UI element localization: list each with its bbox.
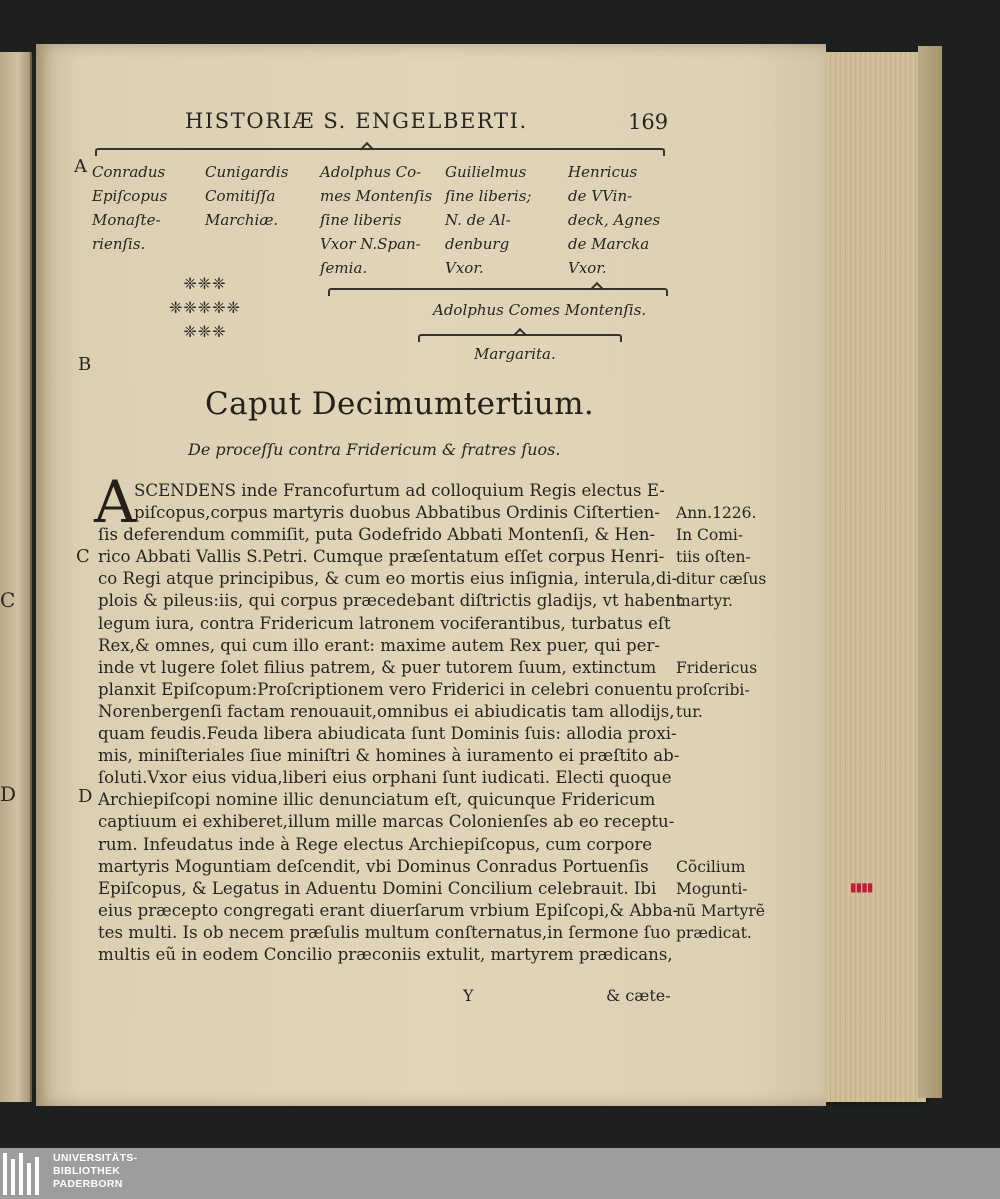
genealogy-brace-middle bbox=[328, 288, 668, 296]
genealogy-cunigardis: Cunigardis Comitiſſa Marchiæ. bbox=[205, 163, 289, 229]
chapter-subtitle: De proceſſu contra Fridericum & fratres ſuos. bbox=[188, 440, 561, 459]
left-page-letter-d: D bbox=[0, 782, 17, 806]
signature-mark: Y bbox=[463, 986, 474, 1005]
body-line: ſoluti.Vxor eius vidua,liberi eius orphani ſunt iudicati. Electi quoque bbox=[98, 768, 672, 788]
library-logo-line-2: BIBLIOTHEK bbox=[53, 1165, 121, 1177]
body-line: inde vt lugere ſolet filius patrem, & puer tutorem ſuum, extinctum bbox=[98, 657, 657, 677]
genealogy-adolphus: Adolphus Co- mes Montenſis ſine liberis Vxor N.Span- ſemia. bbox=[320, 163, 433, 277]
library-logo-icon bbox=[3, 1153, 41, 1195]
body-line: rum. Infeudatus inde à Rege electus Archiepiſcopus, cum corpore bbox=[98, 834, 653, 854]
genealogy-guilielmus: Guilielmus ſine liberis; N. de Al- denburg Vxor. bbox=[445, 163, 532, 277]
body-line: legum iura, contra Fridericum latronem vociferantibus, turbatus eſt bbox=[98, 613, 671, 633]
body-line: multis eũ in eodem Concilio præconiis extulit, martyrem prædicans, bbox=[98, 944, 673, 964]
page-number: 169 bbox=[628, 110, 669, 134]
body-line: eius præcepto congregati erant diuerſarum vrbium Epiſcopi,& Abba- bbox=[98, 900, 679, 920]
body-line: SCENDENS inde Francofurtum ad colloquium Regis electus E- bbox=[134, 481, 665, 500]
left-page-edge bbox=[0, 52, 32, 1102]
catchword: & cæte- bbox=[606, 986, 671, 1005]
red-stain: ▮▮▮▮ bbox=[850, 880, 873, 894]
body-line: tes multi. Is ob necem præſulis multum conſternatus,in ſermone ſuo bbox=[98, 922, 671, 942]
library-logo-line-1: UNIVERSITÄTS- bbox=[53, 1152, 138, 1164]
running-head: HISTORIÆ S. ENGELBERTI. bbox=[185, 109, 528, 133]
body-line: Epiſcopus, & Legatus in Aduentu Domini Concilium celebrauit. Ibi bbox=[98, 878, 657, 898]
body-line: planxit Epiſcopum:Proſcriptionem vero Friderici in celebri conuentu bbox=[98, 679, 673, 699]
chapter-title: Caput Decimumtertium. bbox=[205, 386, 595, 422]
genealogy-margarita: Margarita. bbox=[474, 345, 556, 363]
body-line: mis, miniſteriales ſiue miniſtri & homines à iuramento ei præſtito ab- bbox=[98, 746, 680, 766]
genealogy-brace-top bbox=[95, 148, 665, 156]
body-line: Archiepiſcopi nomine illic denunciatum eſt, quicunque Fridericum bbox=[98, 790, 656, 810]
side-note-comitiis: In Comi- tiis oſten- ditur cæſus martyr. bbox=[676, 526, 767, 611]
side-note-fridericus: Fridericus proſcribi- tur. bbox=[676, 659, 758, 722]
body-line: co Regi atque principibus, & cum eo mortis eius inſignia, interula,di- bbox=[98, 569, 678, 589]
body-text bbox=[98, 480, 683, 966]
margin-letter-b: B bbox=[78, 354, 92, 375]
margin-letter-d: D bbox=[78, 786, 93, 807]
body-line: rico Abbati Vallis S.Petri. Cumque præſentatum eſſet corpus Henri- bbox=[98, 547, 665, 567]
margin-letter-c: C bbox=[76, 546, 90, 567]
page-edges bbox=[822, 52, 926, 1102]
book-cover-edge bbox=[918, 46, 942, 1098]
margin-letter-a: A bbox=[74, 156, 87, 177]
ornament-row-2: ❈❈❈❈❈ bbox=[168, 298, 242, 317]
body-line: piſcopus,corpus martyris duobus Abbatibus Ordinis Ciſtertien- bbox=[134, 503, 660, 523]
side-note-year: Ann.1226. bbox=[676, 504, 757, 522]
genealogy-adolphus-comes: Adolphus Comes Montenſis. bbox=[433, 301, 647, 319]
footer-bar bbox=[0, 1148, 1000, 1199]
body-line: plois & pileus:iis, qui corpus præcedebant diſtrictis gladijs, vt habent bbox=[98, 591, 683, 611]
body-line: Rex,& omnes, qui cum illo erant: maxime autem Rex puer, qui per- bbox=[98, 635, 661, 655]
left-page-letter-c: C bbox=[0, 588, 16, 612]
side-note-concilium: Cõcilium Mogunti- nũ Martyrẽ prædicat. bbox=[676, 858, 765, 943]
ornament-row-1: ❈❈❈ bbox=[183, 274, 227, 293]
body-line: captiuum ei exhiberet,illum mille marcas Colonienſes ab eo receptu- bbox=[98, 812, 675, 832]
ornament-row-3: ❈❈❈ bbox=[183, 322, 227, 341]
drop-cap: A bbox=[94, 468, 136, 536]
body-line: quam feudis.Feuda libera abiudicata ſunt Dominis ſuis: allodia proxi- bbox=[98, 724, 677, 744]
genealogy-conradus: Conradus Epiſcopus Monaſte- rienſis. bbox=[92, 163, 168, 253]
genealogy-henricus: Henricus de VVin- deck, Agnes de Marcka Vxor. bbox=[568, 163, 661, 277]
body-line: Norenbergenſi factam renouauit,omnibus ei abiudicatis tam allodijs, bbox=[98, 701, 675, 721]
body-line: ſis deferendum commiſit, puta Godefrido Abbati Montenſi, & Hen- bbox=[98, 525, 656, 545]
library-logo-line-3: PADERBORN bbox=[53, 1178, 123, 1190]
library-logo-text bbox=[53, 1152, 137, 1191]
body-line: martyris Moguntiam deſcendit, vbi Dominus Conradus Portuenſis bbox=[98, 856, 649, 876]
